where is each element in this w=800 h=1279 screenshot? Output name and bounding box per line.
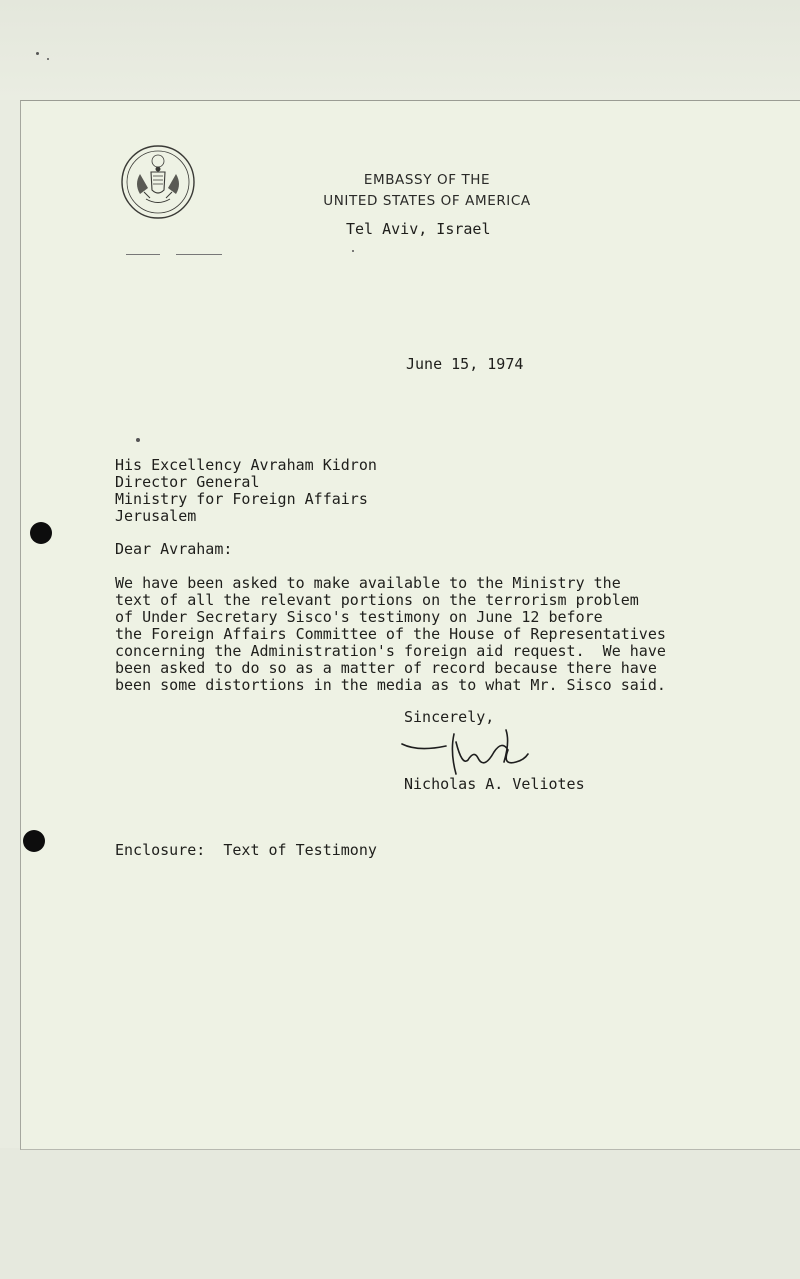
letterhead-rule: [126, 254, 160, 255]
letterhead-line-1: EMBASSY OF THE: [363, 172, 491, 188]
body-line: the Foreign Affairs Committee of the House of Representatives: [115, 625, 666, 643]
body-line: been some distortions in the media as to what Mr. Sisco said.: [115, 676, 666, 694]
letterhead-rule: [176, 254, 222, 255]
punch-hole-icon: [30, 522, 52, 544]
enclosure-note: Enclosure: Text of Testimony: [115, 841, 377, 859]
recipient-organization: Ministry for Foreign Affairs: [115, 490, 368, 508]
letter-body: [115, 575, 666, 694]
body-line: concerning the Administration's foreign aid request. We have: [115, 642, 666, 660]
signer-name: Nicholas A. Veliotes: [404, 775, 585, 793]
scan-speck: [136, 438, 140, 442]
scan-speck: [352, 250, 354, 252]
scan-speck: [47, 58, 49, 60]
scan-background-top: [0, 0, 800, 100]
letterhead-line-2: UNITED STATES OF AMERICA: [323, 193, 531, 209]
scan-background-bottom: [0, 1148, 800, 1279]
punch-hole-icon: [23, 830, 45, 852]
recipient-city: Jerusalem: [115, 507, 197, 525]
recipient-title: Director General: [115, 473, 260, 491]
body-line: text of all the relevant portions on the terrorism problem: [115, 591, 639, 609]
recipient-name: His Excellency Avraham Kidron: [115, 456, 377, 474]
letter-date: June 15, 1974: [406, 355, 524, 373]
great-seal-icon: [120, 144, 196, 220]
letterhead-city: Tel Aviv, Israel: [346, 220, 491, 238]
recipient-address: [115, 457, 377, 525]
body-line: been asked to do so as a matter of record because there have: [115, 659, 657, 677]
body-line: We have been asked to make available to the Ministry the: [115, 574, 621, 592]
scan-speck: [36, 52, 39, 55]
closing: Sincerely,: [404, 708, 495, 726]
body-line: of Under Secretary Sisco's testimony on June 12 before: [115, 608, 603, 626]
salutation: Dear Avraham:: [115, 540, 233, 558]
